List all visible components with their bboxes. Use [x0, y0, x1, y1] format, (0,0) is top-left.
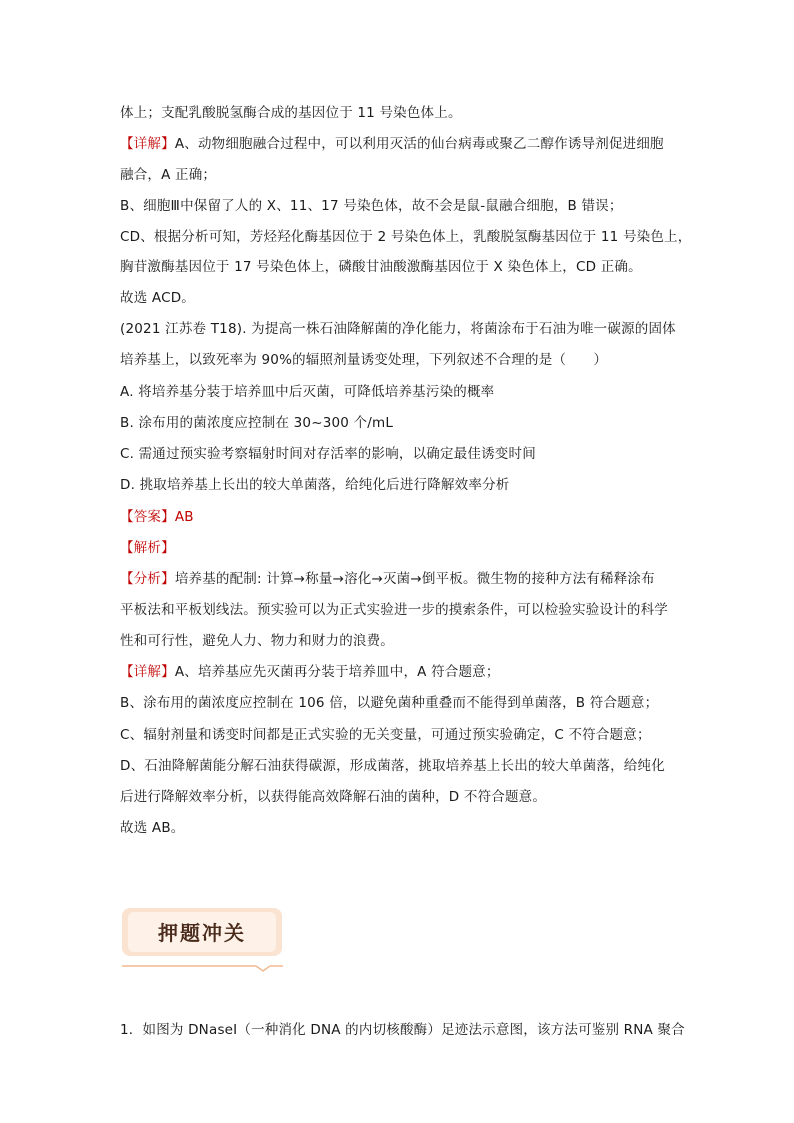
text-line: C、辐射剂量和诱变时间都是正式实验的无关变量，可通过预实验确定，C 不符合题意；	[120, 727, 651, 743]
answer-row	[120, 507, 194, 527]
question-stem: 培养基上，以致死率为 90%的辐照剂量诱变处理，下列叙述不合理的是（ ）	[120, 352, 608, 368]
text-line: 胸苷激酶基因位于 17 号染色体上，磷酸甘油酸激酶基因位于 X 染色体上，CD 正确。	[120, 259, 642, 275]
answer-line: 故选 AB。	[120, 820, 185, 836]
option-a: A. 将培养基分装于培养皿中后灭菌，可降低培养基污染的概率	[120, 384, 495, 400]
question-1: 1．如图为 DNaseI（一种消化 DNA 的内切核酸酶）足迹法示意图，该方法可鉴别 RNA 聚合	[120, 1022, 685, 1038]
text-line: B、细胞Ⅲ中保留了人的 X、11、17 号染色体，故不会是鼠-鼠融合细胞，B 错误；	[120, 198, 623, 214]
text-line: B、涂布用的菌浓度应控制在 106 倍，以避免菌种重叠而不能得到单菌落，B 符合题意；	[120, 695, 659, 711]
question-stem: (2021 江苏卷 T18). 为提高一株石油降解菌的净化能力，将菌涂布于石油为唯一碳源的固体	[120, 321, 676, 337]
text-line: 性和可行性，避免人力、物力和财力的浪费。	[120, 633, 394, 649]
answer-line: 故选 ACD。	[120, 290, 196, 306]
section-title: 押题冲关	[158, 921, 246, 945]
text-line: 融合，A 正确；	[120, 167, 217, 183]
detail-paragraph	[120, 662, 500, 682]
detail-tag: 【详解】	[120, 136, 175, 152]
section-divider	[0, 960, 794, 972]
fenxi-tag: 【分析】	[120, 571, 175, 587]
answer-value: AB	[174, 509, 194, 525]
detail-paragraph	[120, 134, 664, 154]
option-b: B. 涂布用的菌浓度应控制在 30~300 个/mL	[120, 415, 394, 431]
text-line: 体上；支配乳酸脱氢酶合成的基因位于 11 号染色体上。	[120, 105, 462, 121]
analysis-tag: 【解析】	[120, 540, 175, 556]
option-d: D. 挑取培养基上长出的较大单菌落，给纯化后进行降解效率分析	[120, 477, 510, 493]
text-line: 后进行降解效率分析，以获得能高效降解石油的菌种，D 不符合题意。	[120, 789, 547, 805]
answer-tag: 【答案】	[120, 509, 175, 525]
text-line: D、石油降解菌能分解石油获得碳源，形成菌落，挑取培养基上长出的较大单菌落，给纯化	[120, 758, 665, 774]
text-line: 平板法和平板划线法。预实验可以为正式实验进一步的摸索条件，可以检验实验设计的科学	[120, 602, 668, 618]
section-banner	[122, 908, 282, 960]
option-c: C. 需通过预实验考察辐射时间对存活率的影响，以确定最佳诱变时间	[120, 446, 536, 462]
text-line: A、动物细胞融合过程中，可以利用灭活的仙台病毒或聚乙二醇作诱导剂促进细胞	[174, 136, 664, 152]
detail-tag: 【详解】	[120, 664, 175, 680]
text-line: 培养基的配制: 计算→称量→溶化→灭菌→倒平板。微生物的接种方法有稀释涂布	[174, 571, 655, 587]
text-line: CD、根据分析可知，芳烃羟化酶基因位于 2 号染色体上，乳酸脱氢酶基因位于 11 号染色上，	[120, 229, 692, 245]
analysis-paragraph	[120, 569, 655, 589]
text-line: A、培养基应先灭菌再分装于培养皿中，A 符合题意；	[174, 664, 500, 680]
